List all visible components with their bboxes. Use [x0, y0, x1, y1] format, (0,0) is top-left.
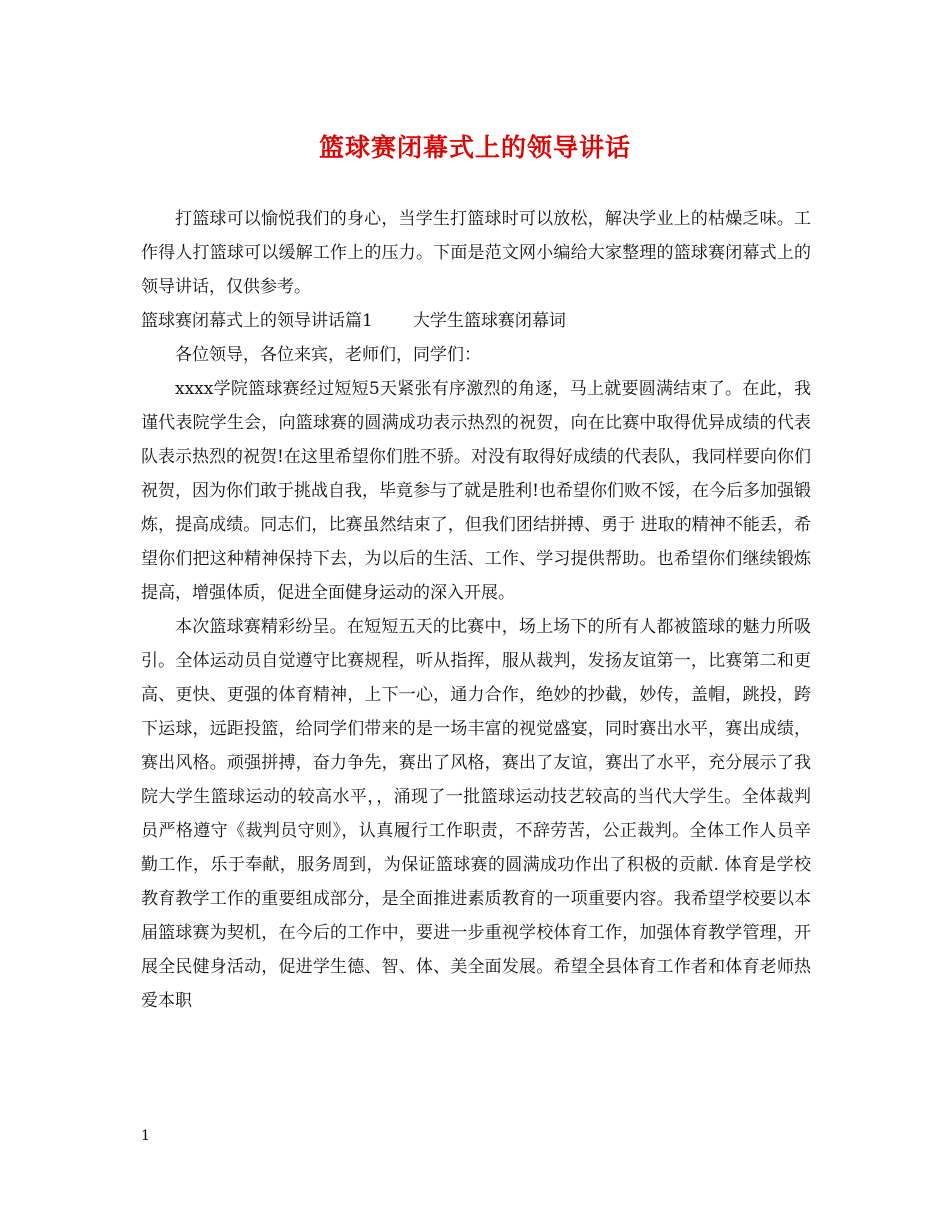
salutation: 各位领导，各位来宾，老师们，同学们： [175, 345, 481, 365]
page-number: 1 [141, 1128, 150, 1144]
document-body [141, 202, 811, 1018]
body-paragraph-2: 本次篮球赛精彩纷呈。在短短五天的比赛中，场上场下的所有人都被篮球的魅力所吸引。全体运动员自觉遵守比赛规程，听从指挥，服从裁判，发扬友谊第一，比赛第二和更高、更快、更强的体育精神，上下一心，通力合作，绝妙的抄截，妙传，盖帽，跳投，跨下运球，远距投篮，给同学们带来的是一场丰富的视觉盛宴，同时赛出水平，赛出成绩，赛出风格。顽强拼搏，奋力争先，赛出了风格，赛出了友谊，赛出了水平，充分展示了我院大学生篮球运动的较高水平，，涌现了一批篮球运动技艺较高的当代大学生。全体裁判员严格遵守《裁判员守则》，认真履行工作职责，不辞劳苦，公正裁判。全体工作人员辛勤工作，乐于奉献，服务周到，为保证篮球赛的圆满成功作出了积极的贡献. 体育是学校教育教学工作的重要组成部分，是全面推进素质教育的一项重要内容。我希望学校要以本届篮球赛为契机，在今后的工作中，要进一步重视学校体育工作，加强体育教学管理，开展全民健身活动，促进学生德、智、体、美全面发展。希望全县体育工作者和体育老师热爱本职 [141, 617, 811, 1011]
intro-paragraph: 打篮球可以愉悦我们的身心，当学生打篮球时可以放松，解决学业上的枯燥乏味。工作得人打篮球可以缓解工作上的压力。下面是范文网小编给大家整理的篮球赛闭幕式上的领导讲话，仅供参考。 [141, 209, 811, 297]
section-heading: 篮球赛闭幕式上的领导讲话篇1 [141, 311, 373, 331]
body-paragraph-1: xxxx学院篮球赛经过短短5天紧张有序激烈的角逐，马上就要圆满结束了。在此，我谨代表院学生会，向篮球赛的圆满成功表示热烈的祝贺，向在比赛中取得优异成绩的代表队表示热烈的祝贺!在这里希望你们胜不骄。对没有取得好成绩的代表队，我同样要向你们祝贺，因为你们敢于挑战自我，毕竟参与了就是胜利!也希望你们败不馁，在今后多加强锻炼，提高成绩。同志们，比赛虽然结束了，但我们团结拼搏、勇于 进取的精神不能丢，希望你们把这种精神保持下去，为以后的生活、工作、学习提供帮助。也希望你们继续锻炼提高，增强体质，促进全面健身运动的深入开展。 [141, 379, 811, 603]
page-title: 篮球赛闭幕式上的领导讲话 [318, 133, 631, 162]
section-subtitle: 大学生篮球赛闭幕词 [412, 311, 566, 331]
section-heading-line [141, 304, 811, 338]
